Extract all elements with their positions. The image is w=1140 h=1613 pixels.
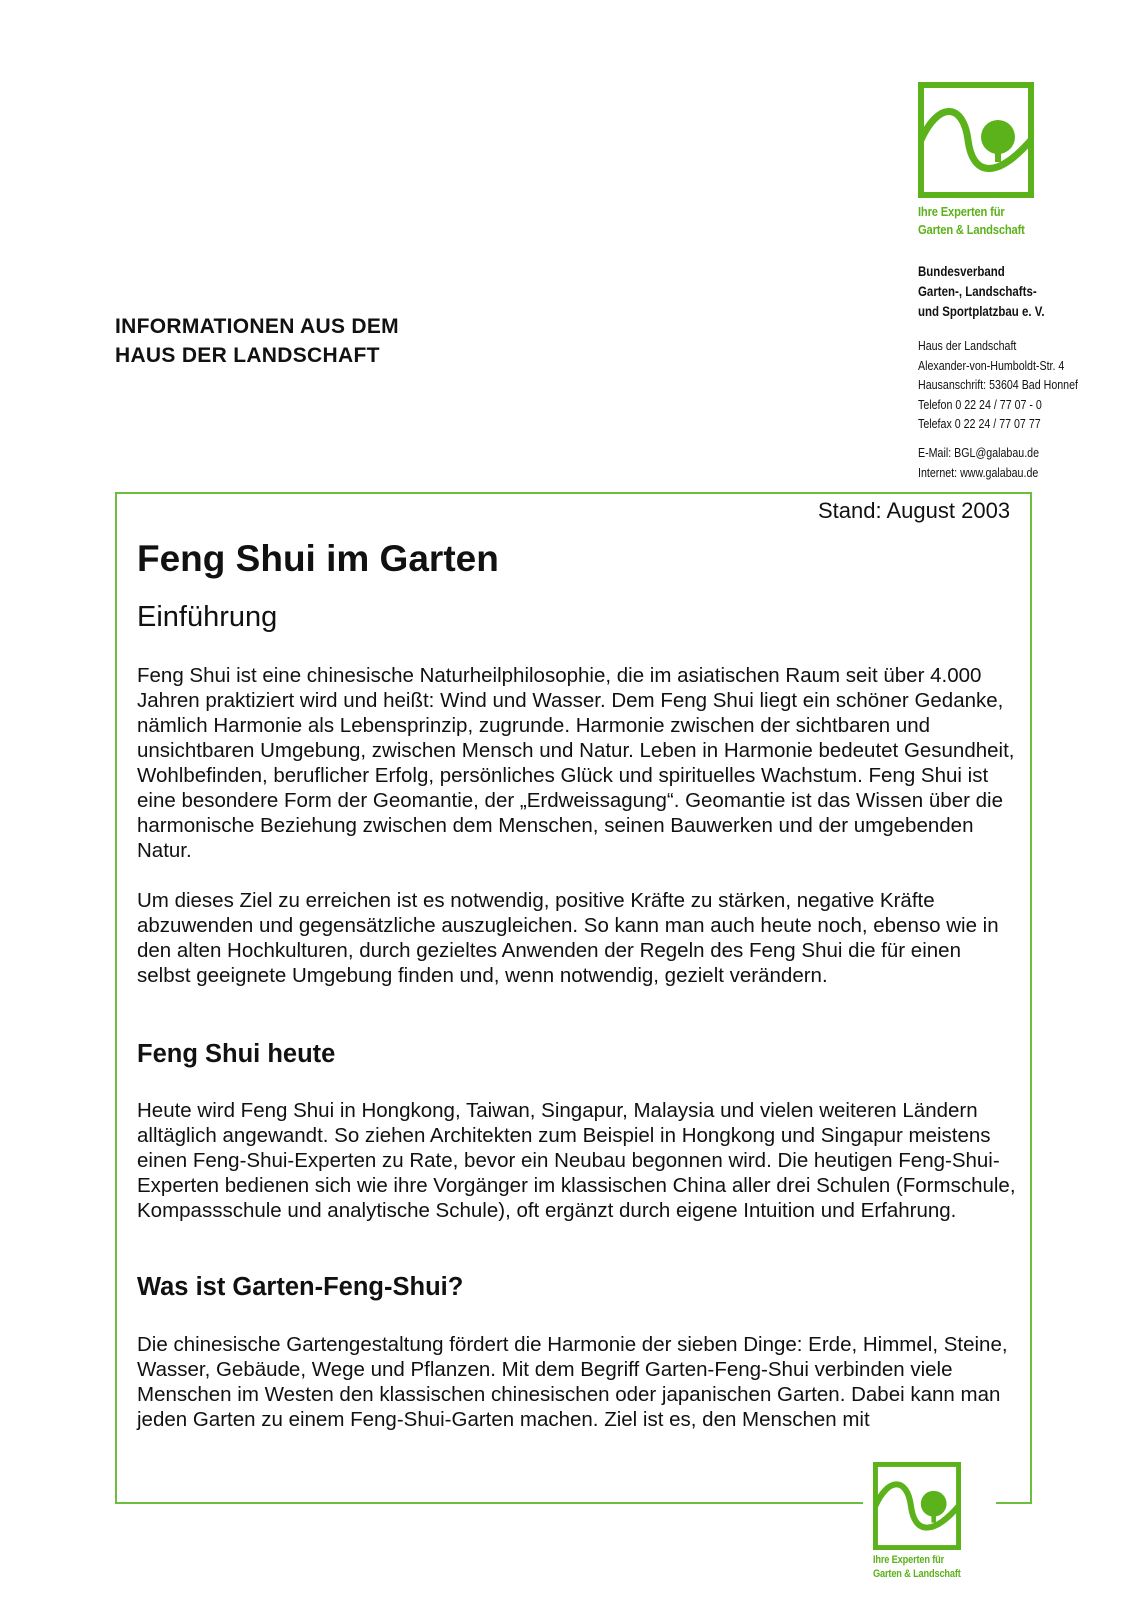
frame-border-top (115, 492, 1032, 494)
header-title-line2: HAUS DER LANDSCHAFT (115, 344, 380, 367)
address-fax: Telefax 0 22 24 / 77 07 77 (918, 416, 1041, 431)
organization-line2: Garten-, Landschafts- (918, 283, 1037, 299)
address-line1: Haus der Landschaft (918, 338, 1017, 353)
logo-tagline-line1: Ihre Experten für (918, 204, 1005, 219)
organization-name (918, 261, 1045, 321)
section-heading-garten-feng-shui: Was ist Garten-Feng-Shui? (137, 1273, 464, 1301)
frame-border-right (1030, 492, 1032, 1504)
section-heading-feng-shui-heute: Feng Shui heute (137, 1040, 336, 1068)
logo-tagline-line2: Garten & Landschaft (918, 222, 1025, 237)
header-title (115, 312, 399, 370)
logo-tagline-bottom (873, 1553, 961, 1581)
contact-internet[interactable]: Internet: www.galabau.de (918, 465, 1039, 480)
section-paragraph-garten-feng-shui: Die chinesische Gartengestaltung fördert die Harmonie der sieben Dinge: Erde, Himmel, Steine, Wasser, Gebäude, Wege und Pflanzen. Mit dem Begriff Garten-Feng-Shui verbinden viele Menschen im Westen den klassischen chinesischen oder japanischen Garten. Dabei kann man jeden Garten zu einem Feng-Shui-Garten machen. Ziel ist es, den Menschen mit (137, 1333, 1008, 1431)
document-date: Stand: August 2003 (818, 498, 1011, 523)
address-phone: Telefon 0 22 24 / 77 07 - 0 (918, 396, 1042, 412)
document-subtitle: Einführung (137, 601, 278, 633)
section-paragraph-feng-shui-heute: Heute wird Feng Shui in Hongkong, Taiwan, Singapur, Malaysia und vielen weiteren Ländern alltäglich angewandt. So ziehen Architekten zum Beispiel in Hongkong und Singapur meistens einen Feng-Shui-Experten zu Rate, bevor ein Neubau begonnen wird. Die heutigen Feng-Shui-Experten bedienen sich wie ihre Vorgänger im klassischen China aller drei Schulen (Formschule, Kompassschule und analytische Schule), oft ergänzt durch eigene Intuition und Erfahrung. (137, 1099, 1016, 1222)
organization-line1: Bundesverband (918, 263, 1005, 279)
intro-paragraph-2: Um dieses Ziel zu erreichen ist es notwendig, positive Kräfte zu stärken, negative Kräfte abzuwenden und gegensätzliche auszugleichen. So kann man auch heute noch, ebenso wie in den alten Hochkulturen, durch gezieltes Anwenden der Regeln des Feng Shui die für einen selbst geeignete Umgebung finden und, wenn notwendig, gezielt verändern. (137, 889, 999, 987)
organization-line3: und Sportplatzbau e. V. (918, 303, 1045, 319)
galabau-logo-small-icon (873, 1462, 961, 1550)
contact-email[interactable]: E-Mail: BGL@galabau.de (918, 445, 1040, 460)
intro-paragraph-1: Feng Shui ist eine chinesische Naturheilphilosophie, die im asiatischen Raum seit über 4.000 Jahren praktiziert wird und heißt: Wind und Wasser. Dem Feng Shui liegt ein schöner Gedanke, nämlich Harmonie als Lebensprinzip, zugrunde. Harmonie zwischen der sichtbaren und unsichtbaren Umgebung, zwischen Mensch und Natur. Leben in Harmonie bedeutet Gesundheit, Wohlbefinden, beruflicher Erfolg, persönliches Glück und spirituelles Wachstum. Feng Shui ist eine besondere Form der Geomantie, der „Erdweissagung“. Geomantie ist das Wissen über die harmonische Beziehung zwischen dem Menschen, seinen Bauwerken und der umgebenden Natur. (137, 664, 1015, 862)
address-block (918, 336, 1078, 434)
frame-border-bottom-right (996, 1502, 1032, 1504)
address-line3: Hausanschrift: 53604 Bad Honnef (918, 377, 1079, 392)
galabau-logo-icon (918, 82, 1034, 198)
logo-tagline-bottom-line2: Garten & Landschaft (873, 1568, 961, 1580)
logo-tagline (918, 203, 1025, 239)
contact-block (918, 443, 1039, 483)
logo-tagline-bottom-line1: Ihre Experten für (873, 1554, 945, 1566)
frame-border-left (115, 492, 117, 1504)
document-title: Feng Shui im Garten (137, 538, 499, 579)
header-title-line1: INFORMATIONEN AUS DEM (115, 315, 399, 338)
frame-border-bottom (115, 1502, 863, 1504)
address-line2: Alexander-von-Humboldt-Str. 4 (918, 357, 1065, 373)
